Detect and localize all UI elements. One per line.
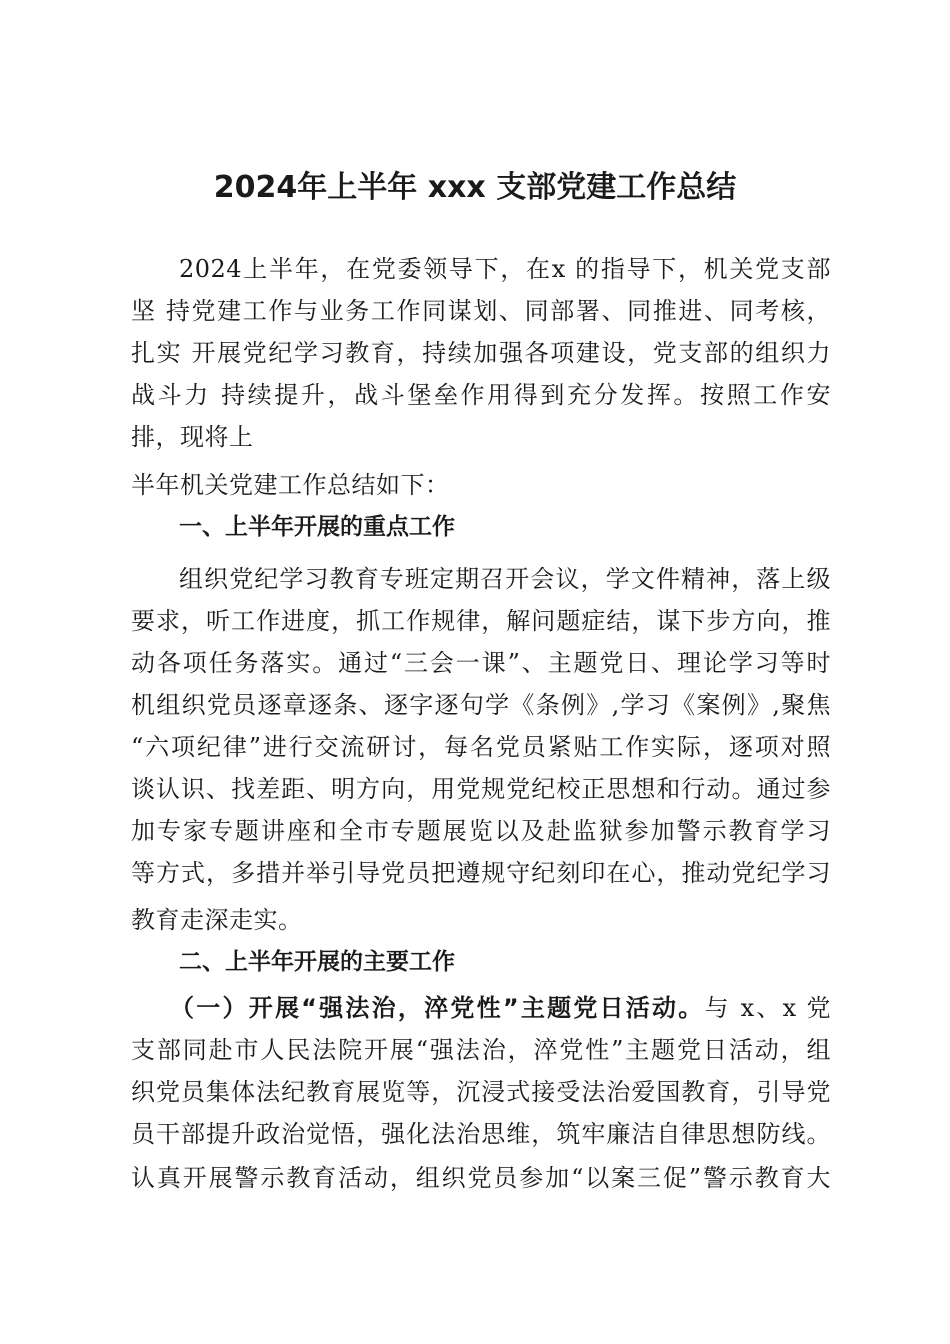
intro-line-5: 排，现将上 — [131, 423, 254, 451]
section-2-line-4: 员干部提升政治觉悟，强化法治思维，筑牢廉洁自律思想防线。 — [131, 1120, 831, 1148]
document-title: 2024年上半年 xxx 支部党建工作总结 — [213, 170, 737, 205]
section-2-line-2: 支部同赴市人民法院开展“强法治，淬党性”主题党日活动，组 — [131, 1036, 831, 1064]
section-1-line-9: 教育走深走实。 — [131, 906, 303, 934]
section-2-item-1-lead: （一）开展“强法治，淬党性”主题党日活动。 — [170, 994, 705, 1022]
section-1-line-4: 机组织党员逐章逐条、逐字逐句学《条例》,学习《案例》,聚焦 — [131, 691, 831, 719]
section-1-line-1: 组织党纪学习教育专班定期召开会议，学文件精神，落上级 — [179, 565, 831, 593]
section-2-item-1-first-rest: 与 x、x 党 — [704, 994, 831, 1022]
section-1-line-8: 等方式，多措并举引导党员把遵规守纪刻印在心，推动党纪学习 — [131, 859, 831, 887]
intro-line-6: 半年机关党建工作总结如下： — [131, 471, 450, 499]
section-2-line-3: 织党员集体法纪教育展览等，沉浸式接受法治爱国教育，引导党 — [131, 1078, 831, 1106]
section-1-line-5: “六项纪律”进行交流研讨，每名党员紧贴工作实际，逐项对照 — [131, 733, 831, 761]
section-1-line-3: 动各项任务落实。通过“三会一课”、主题党日、理论学习等时 — [131, 649, 831, 677]
section-1-line-6: 谈认识、找差距、明方向，用党规党纪校正思想和行动。通过参 — [131, 775, 831, 803]
intro-line-4: 战斗力 持续提升，战斗堡垒作用得到充分发挥。按照工作安 — [131, 381, 831, 409]
section-2-heading: 二、上半年开展的主要工作 — [179, 949, 455, 975]
section-1-heading: 一、上半年开展的重点工作 — [179, 514, 455, 540]
intro-line-1: 2024上半年，在党委领导下，在x 的指导下，机关党支部 — [179, 255, 831, 283]
section-2-item-1-first-line — [170, 992, 831, 1024]
section-1-line-7: 加专家专题讲座和全市专题展览以及赴监狱参加警示教育学习 — [131, 817, 831, 845]
section-2-line-5: 认真开展警示教育活动，组织党员参加“以案三促”警示教育大 — [131, 1164, 831, 1192]
intro-line-2: 坚 持党建工作与业务工作同谋划、同部署、同推进、同考核， — [131, 297, 831, 325]
intro-line-3: 扎实 开展党纪学习教育，持续加强各项建设，党支部的组织力 — [131, 339, 831, 367]
section-1-line-2: 要求，听工作进度，抓工作规律，解问题症结，谋下步方向，推 — [131, 607, 831, 635]
